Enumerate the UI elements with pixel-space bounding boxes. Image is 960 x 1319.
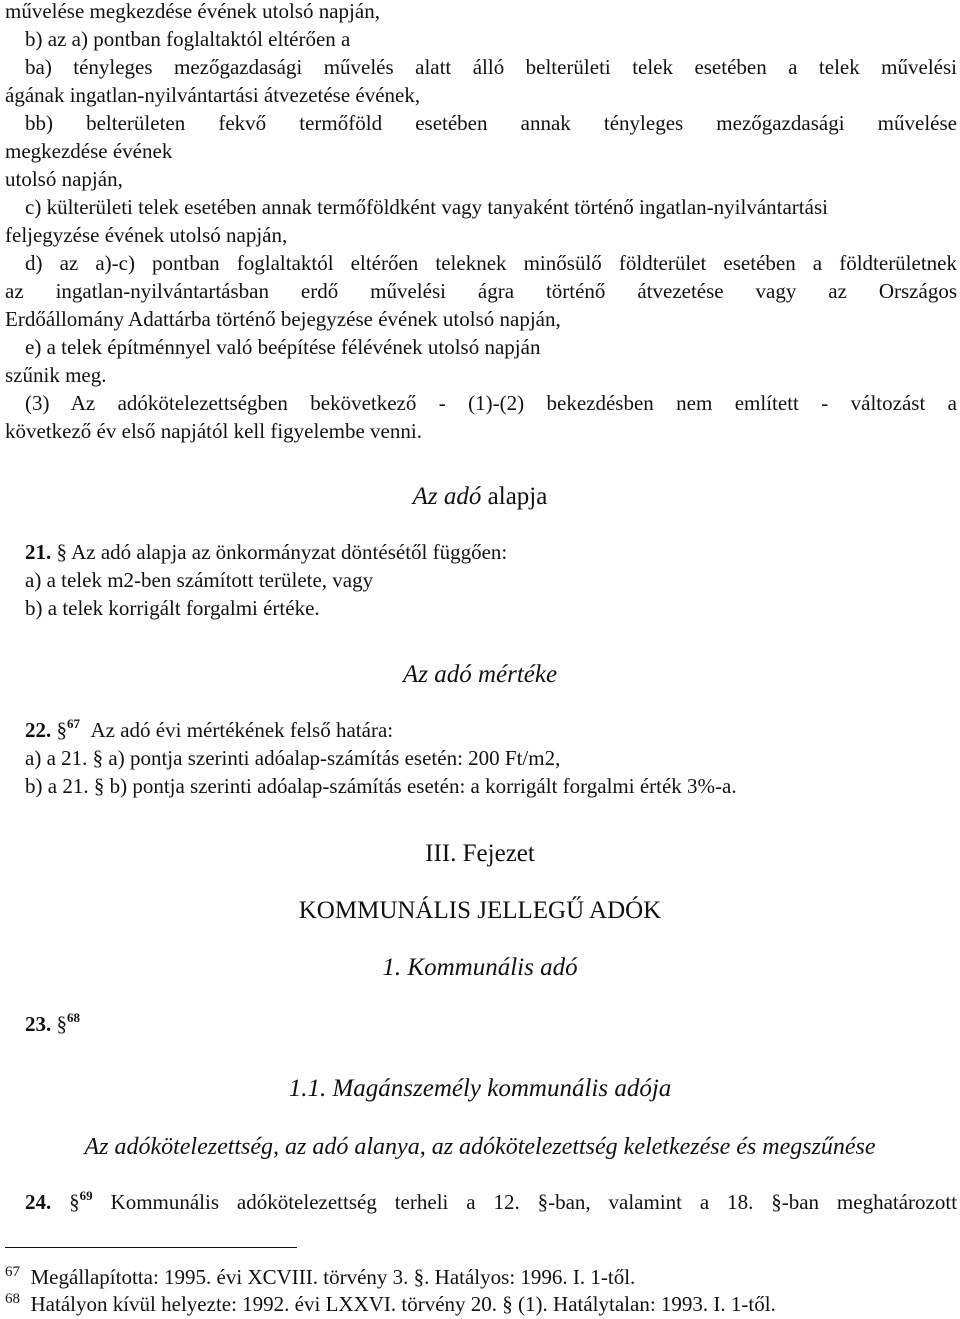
paragraph-23: 23. §$^{68}$ (25, 1010, 80, 1036)
text-line: feljegyzése évének utolsó napján, (5, 223, 288, 247)
section-heading: 1.1. Magánszemély kommunális adója (288, 1075, 672, 1102)
subheading: Az adókötelezettség, az adó alanya, az adókötelezettség keletkezése és megszűnése (84, 1134, 876, 1160)
footnote: $^{68}$ Hatályon kívül helyezte: 1992. évi LXXVI. törvény 20. § (1). Hatálytalan: 1993. I. 1-től. (5, 1291, 776, 1316)
paragraph-22: 22. §$^{67}$ Az adó évi mértékének felső határa: (25, 716, 394, 742)
text-line: az ingatlan-nyilvántartásban erdő művelési ágra történő átvezetése vagy az Országos (5, 279, 957, 303)
text-line: Erdőállomány Adattárba történő bejegyzése évének utolsó napján, (5, 307, 561, 331)
text-line: bb) belterületen fekvő termőföld esetében annak tényleges mezőgazdasági művelése (25, 111, 957, 135)
text-line: b) a 21. § b) pontja szerinti adóalap-számítás esetén: a korrigált forgalmi érték 3%-a. (25, 774, 737, 798)
paragraph-24: 24. §$^{69}$ Kommunális adókötelezettség terheli a 12. §-ban, valamint a 18. §-ban meghatározott (25, 1188, 958, 1214)
text-line: a) a telek m2-ben számított területe, vagy (25, 568, 374, 592)
section-heading: 1. Kommunális adó (382, 954, 578, 981)
section-heading: Az adó alapja (412, 483, 548, 510)
text-line: a) a 21. § a) pontja szerinti adóalap-számítás esetén: 200 Ft/m2, (25, 746, 561, 770)
section-heading: Az adó mértéke (402, 661, 558, 688)
text-line: ba) tényleges mezőgazdasági művelés alatt álló belterületi telek esetében a telek művelési (25, 55, 957, 79)
text-line: megkezdése évének (5, 139, 173, 163)
text-line: (3) Az adókötelezettségben bekövetkező - (1)-(2) bekezdésben nem említett - változást a (25, 391, 957, 415)
chapter-heading: III. Fejezet (425, 840, 535, 867)
text-line: következő év első napjától kell figyelembe venni. (5, 419, 422, 443)
text-line: ágának ingatlan-nyilvántartási átvezetése évének, (5, 83, 421, 107)
text-line: c) külterületi telek esetében annak termőföldként vagy tanyaként történő ingatlan-nyilvántartási (25, 195, 828, 219)
text-line: b) a telek korrigált forgalmi értéke. (25, 596, 320, 620)
footnote: $^{67}$ Megállapította: 1995. évi XCVIII. törvény 3. §. Hatályos: 1996. I. 1-től. (5, 1264, 636, 1289)
text-line: művelése megkezdése évének utolsó napján, (5, 0, 380, 23)
text-line: e) a telek építménnyel való beépítése félévének utolsó napján (25, 335, 541, 359)
text-line: utolsó napján, (5, 167, 123, 191)
text-line: b) az a) pontban foglaltaktól eltérően a (25, 27, 351, 51)
chapter-title: KOMMUNÁLIS JELLEGŰ ADÓK (298, 897, 662, 924)
paragraph-21: 21. § Az adó alapja az önkormányzat döntésétől függően: (25, 540, 508, 564)
footnote-separator (5, 1247, 297, 1248)
text-line: d) az a)-c) pontban foglaltaktól eltérően teleknek minősülő földterület esetében a földterületnek (25, 251, 957, 275)
text-line: szűnik meg. (5, 363, 107, 387)
